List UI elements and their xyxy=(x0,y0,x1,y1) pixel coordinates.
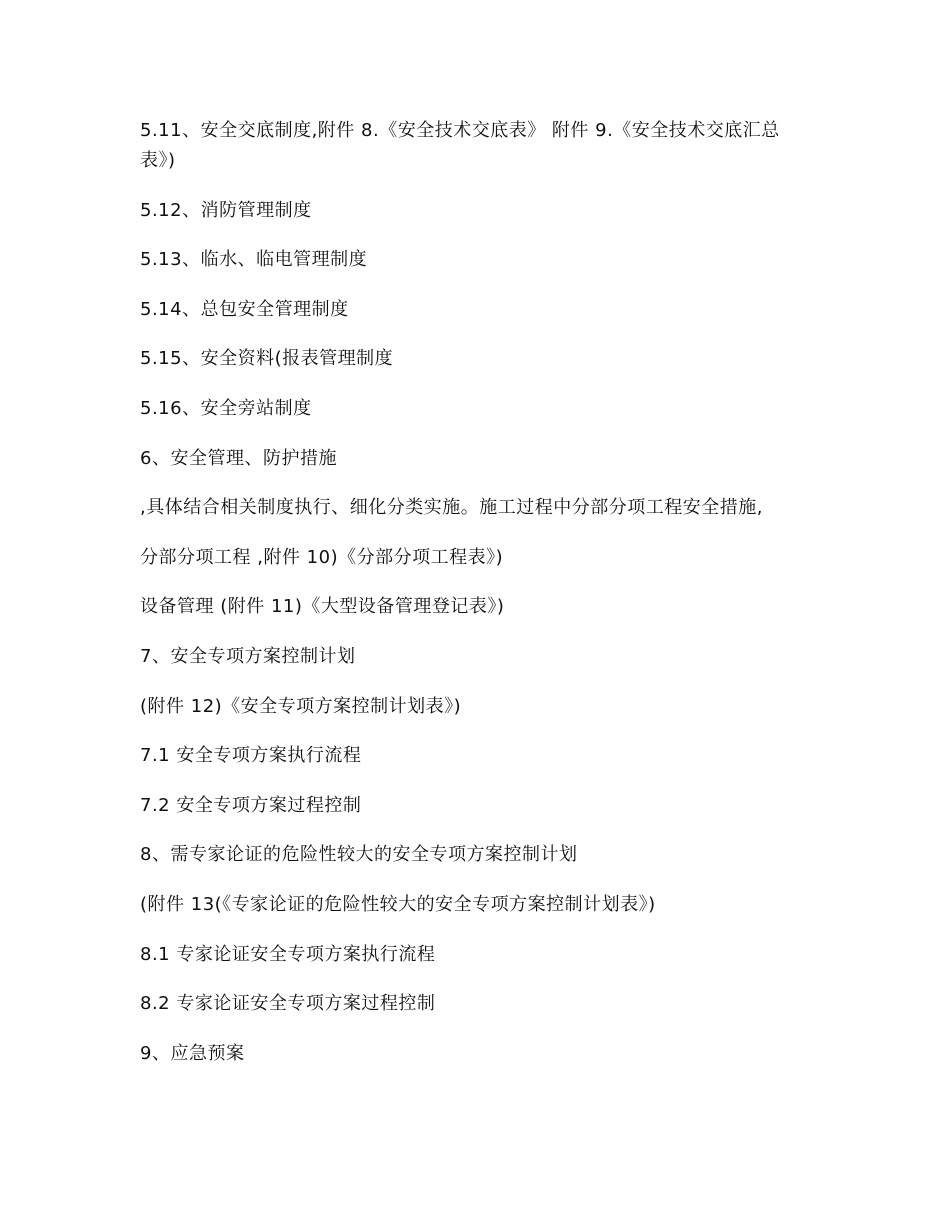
paragraph-5-14: 5.14、总包安全管理制度 xyxy=(140,298,349,320)
paragraph-7-1: 7.1 安全专项方案执行流程 xyxy=(140,745,362,767)
paragraph-attachment-12: (附件 12)《安全专项方案控制计划表》) xyxy=(140,695,462,717)
paragraph-6-detail: ,具体结合相关制度执行、细化分类实施。施工过程中分部分项工程安全措施, xyxy=(140,497,763,519)
paragraph-8-1: 8.1 专家论证安全专项方案执行流程 xyxy=(140,943,436,965)
heading-8: 8、需专家论证的危险性较大的安全专项方案控制计划 xyxy=(140,844,578,866)
paragraph-attachment-13: (附件 13(《专家论证的危险性较大的安全专项方案控制计划表》) xyxy=(140,893,656,915)
paragraph-sub-project: 分部分项工程 ,附件 10)《分部分项工程表》) xyxy=(140,546,504,568)
heading-9: 9、应急预案 xyxy=(140,1042,245,1064)
paragraph-5-12: 5.12、消防管理制度 xyxy=(140,199,312,221)
heading-7: 7、安全专项方案控制计划 xyxy=(140,645,356,667)
heading-6: 6、安全管理、防护措施 xyxy=(140,447,337,469)
paragraph-5-16: 5.16、安全旁站制度 xyxy=(140,397,312,419)
paragraph-7-2: 7.2 安全专项方案过程控制 xyxy=(140,794,362,816)
paragraph-8-2: 8.2 专家论证安全专项方案过程控制 xyxy=(140,993,436,1015)
paragraph-5-15: 5.15、安全资料(报表管理制度 xyxy=(140,348,394,370)
paragraph-5-11: 5.11、安全交底制度,附件 8.《安全技术交底表》 附件 9.《安全技术交底汇总表》) xyxy=(140,120,780,171)
paragraph-5-13: 5.13、临水、临电管理制度 xyxy=(140,249,368,271)
paragraph-equipment: 设备管理 (附件 11)《大型设备管理登记表》) xyxy=(140,596,505,618)
document-body xyxy=(140,116,805,1088)
